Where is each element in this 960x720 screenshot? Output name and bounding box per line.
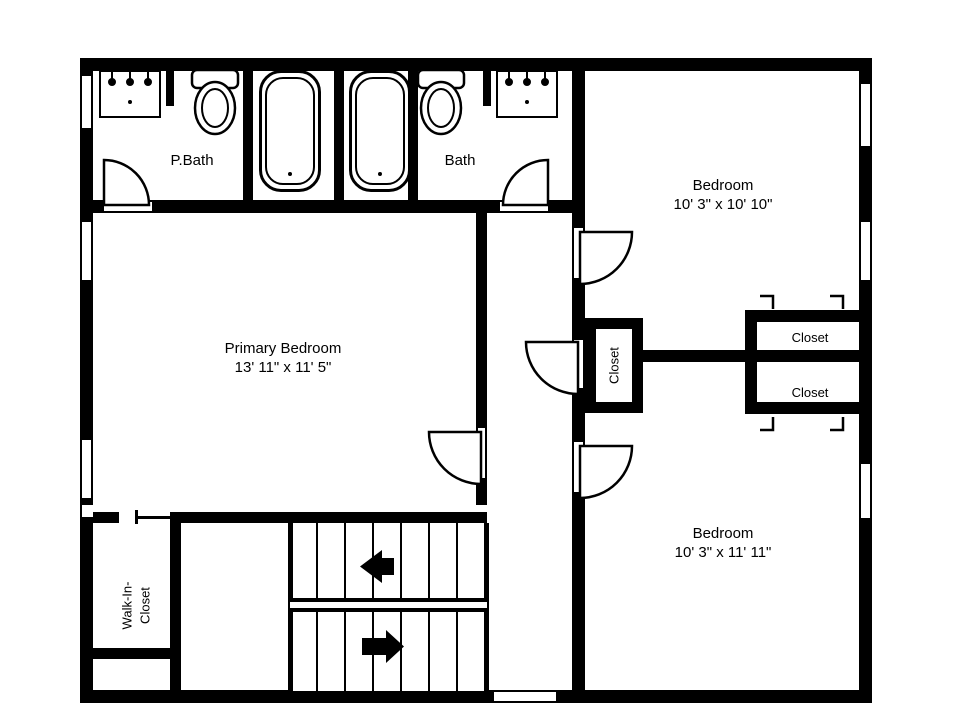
exterior-wall-right bbox=[859, 58, 872, 703]
room-label-closet-lower bbox=[750, 385, 870, 401]
walk-in-closet-line1 bbox=[120, 551, 135, 661]
bathtub-secondary-basin bbox=[355, 77, 405, 185]
door-gap-bath bbox=[500, 202, 548, 211]
vanity-primary-bath bbox=[99, 70, 161, 118]
stair-landing-line-lower bbox=[288, 608, 489, 612]
room-label-closet-hall bbox=[607, 335, 622, 397]
door-gap-primary-bedroom bbox=[478, 428, 485, 478]
room-label-p-bath-text: P.Bath bbox=[170, 152, 214, 169]
exterior-wall-top bbox=[80, 58, 872, 71]
door-swing-bedroom-front bbox=[580, 232, 632, 284]
interior-wall-closet-upper-top bbox=[745, 310, 872, 322]
window-left-upper bbox=[82, 76, 91, 128]
door-gap-bedroom-rear bbox=[574, 442, 583, 492]
interior-wall-bath-divider-mid-right bbox=[483, 58, 491, 106]
door-swing-primary-bedroom bbox=[429, 432, 481, 484]
window-right-upper bbox=[861, 84, 870, 146]
bathtub-primary-drain bbox=[288, 172, 292, 176]
bathtub-secondary-drain bbox=[378, 172, 382, 176]
interior-wall-walk-in-closet-stub bbox=[93, 512, 119, 523]
exterior-wall-bottom bbox=[80, 690, 872, 703]
interior-wall-bath-divider-left bbox=[243, 58, 253, 206]
interior-wall-bath-divider-right bbox=[334, 58, 344, 206]
window-left-mid bbox=[82, 222, 91, 280]
interior-wall-walk-in-closet-right bbox=[170, 512, 181, 703]
walk-in-closet-line2-text: Closet bbox=[137, 587, 153, 624]
interior-wall-primary-bedroom-bottom bbox=[170, 512, 487, 523]
exterior-wall-left bbox=[80, 58, 93, 703]
room-dim-bedroom-front: 10' 3" x 10' 10" bbox=[673, 195, 773, 213]
vanity-primary-bath-drain bbox=[128, 100, 132, 104]
walk-in-closet-rod bbox=[136, 516, 170, 519]
vanity-bath-drain bbox=[525, 100, 529, 104]
room-label-closet-hall-text: Closet bbox=[606, 347, 622, 384]
toilet-bath bbox=[418, 70, 464, 134]
walk-in-closet-rod-end bbox=[135, 510, 138, 524]
interior-wall-closet-hall-left bbox=[585, 318, 596, 413]
room-label-bedroom-front-text: Bedroom bbox=[692, 177, 754, 194]
door-gap-bedroom-front bbox=[574, 228, 583, 278]
door-gap-closet-hall bbox=[574, 340, 583, 388]
window-left-lower bbox=[82, 440, 91, 498]
interior-wall-bath-divider-mid-left bbox=[166, 58, 174, 106]
closet-lower-bifold-icons bbox=[760, 417, 843, 430]
window-bottom bbox=[494, 692, 556, 701]
room-label-primary-bedroom-text: Primary Bedroom bbox=[224, 340, 342, 357]
interior-wall-closet-hall-right bbox=[632, 318, 643, 413]
bathtub-primary-basin bbox=[265, 77, 315, 185]
door-gap-p-bath bbox=[104, 202, 152, 211]
room-label-primary-bedroom bbox=[163, 340, 403, 378]
room-label-bath bbox=[400, 152, 520, 171]
toilet-primary-bath bbox=[192, 70, 238, 134]
window-right-mid bbox=[861, 222, 870, 280]
closet-upper-bifold-icons bbox=[760, 296, 843, 309]
window-right-lower bbox=[861, 464, 870, 518]
room-label-closet-upper-text: Closet bbox=[791, 330, 829, 345]
room-dim-bedroom-rear: 10' 3" x 11' 11" bbox=[674, 543, 772, 561]
door-swing-bedroom-rear bbox=[580, 446, 632, 498]
room-label-p-bath bbox=[132, 152, 252, 171]
interior-wall-closet-hall-bottom bbox=[585, 402, 643, 413]
room-label-bedroom-rear-text: Bedroom bbox=[692, 525, 754, 542]
room-label-bedroom-rear bbox=[603, 525, 843, 563]
wall-notch-left-mid bbox=[82, 505, 93, 517]
room-label-bath-text: Bath bbox=[444, 152, 476, 169]
interior-wall-closet-lower-bottom bbox=[745, 402, 872, 414]
walk-in-closet-line2 bbox=[138, 551, 153, 661]
door-swing-closet-hall bbox=[526, 342, 578, 394]
room-label-closet-lower-text: Closet bbox=[791, 385, 829, 400]
room-dim-primary-bedroom: 13' 11" x 11' 5" bbox=[234, 358, 332, 376]
room-label-walk-in-closet bbox=[100, 540, 153, 670]
room-label-closet-upper bbox=[750, 330, 870, 346]
vanity-bath bbox=[496, 70, 558, 118]
room-label-bedroom-front bbox=[603, 177, 843, 215]
interior-wall-closets-divider-horizontal bbox=[643, 350, 872, 362]
walk-in-closet-line1-text: Walk-In- bbox=[119, 581, 135, 630]
